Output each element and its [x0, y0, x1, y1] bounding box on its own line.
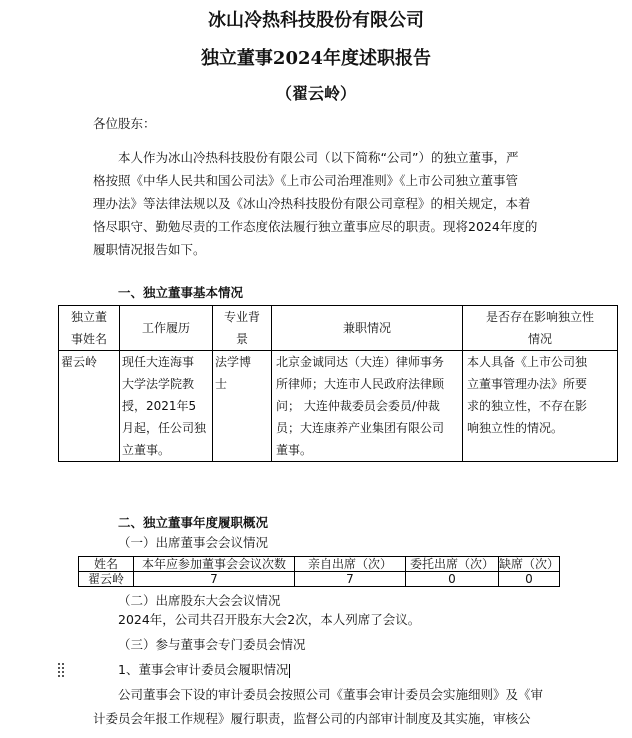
intro-line-3: 理办法》等法律法规以及《冰山冷热科技股份有限公司章程》的相关规定，本着 [93, 196, 531, 211]
cell-name: 翟云岭 [59, 351, 120, 462]
basic-info-table [58, 305, 618, 462]
cell-proxy: 0 [406, 572, 499, 587]
text-cursor [289, 664, 290, 678]
header-absent: 缺席（次） [499, 557, 560, 571]
header-required-meetings: 本年应参加董事会会议次数 [134, 557, 295, 572]
subsection-2-text: 2024年，公司共召开股东大会2次，本人列席了会议。 [118, 612, 421, 627]
cell-independence: 本人具备《上市公司独 立董事管理办法》所要 求的独立性，不存在影 响独立性的情况。 [463, 351, 618, 462]
table-header-row [79, 557, 560, 572]
cell-parttime: 北京金诚同达（大连）律师事务 所律师；大连市人民政府法律顾 问； 大连仲裁委员会委员/仲裁 员；大连康养产业集团有限公司 董事。 [272, 351, 463, 462]
header-history: 工作履历 [120, 306, 213, 351]
cell-required-meetings: 7 [134, 572, 295, 587]
item-1-title: 1、董事会审计委员会履职情况 [118, 662, 289, 677]
audit-line-2: 计委员会年报工作规程》履行职责，监督公司的内部审计制度及其实施，审核公 [93, 711, 531, 726]
author-name: （翟云岭） [275, 84, 356, 103]
header-attended: 亲自出席（次） [295, 557, 406, 572]
header-name: 姓名 [79, 557, 134, 572]
cell-absent: 0 [499, 572, 560, 587]
table-row [59, 351, 618, 462]
subsection-1-title: （一）出席董事会会议情况 [118, 535, 269, 550]
header-independence: 是否存在影响独立性 情况 [463, 306, 618, 351]
subsection-2-title: （二）出席股东大会会议情况 [118, 593, 281, 608]
cell-name: 翟云岭 [79, 572, 134, 587]
report-title: 独立董事2024年度述职报告 [200, 48, 432, 69]
table-row [79, 572, 560, 587]
company-name: 冰山冷热科技股份有限公司 [208, 10, 424, 31]
intro-line-4: 恪尽职守、勤勉尽责的工作态度依法履行独立董事应尽的职责。现将2024年度的 [93, 219, 538, 234]
header-background: 专业背 景 [213, 306, 272, 351]
section-2-title: 二、独立董事年度履职概况 [118, 515, 269, 530]
section-1-title: 一、独立董事基本情况 [118, 285, 244, 300]
audit-line-1: 公司董事会下设的审计委员会按照公司《董事会审计委员会实施细则》及《审 [118, 687, 544, 702]
header-parttime: 兼职情况 [272, 306, 463, 351]
header-name: 独立董 事姓名 [59, 306, 120, 351]
header-proxy: 委托出席（次） [406, 557, 499, 572]
intro-line-1: 本人作为冰山冷热科技股份有限公司（以下简称“公司”）的独立董事，严 [118, 150, 519, 165]
item-1-line[interactable] [118, 659, 290, 682]
cell-background: 法学博 士 [213, 351, 272, 462]
intro-line-5: 履职情况报告如下。 [93, 242, 206, 257]
intro-line-2: 格按照《中华人民共和国公司法》《上市公司治理准则》《上市公司独立董事管 [93, 173, 519, 188]
board-attendance-table [78, 556, 560, 587]
subsection-3-title: （三）参与董事会专门委员会情况 [118, 637, 306, 652]
greeting: 各位股东： [93, 116, 156, 131]
table-header-row [59, 306, 618, 351]
cell-history: 现任大连海事 大学法学院教 授，2021年5 月起，任公司独 立董事。 [120, 351, 213, 462]
cell-attended: 7 [295, 572, 406, 587]
drag-handle-icon[interactable] [58, 663, 66, 677]
